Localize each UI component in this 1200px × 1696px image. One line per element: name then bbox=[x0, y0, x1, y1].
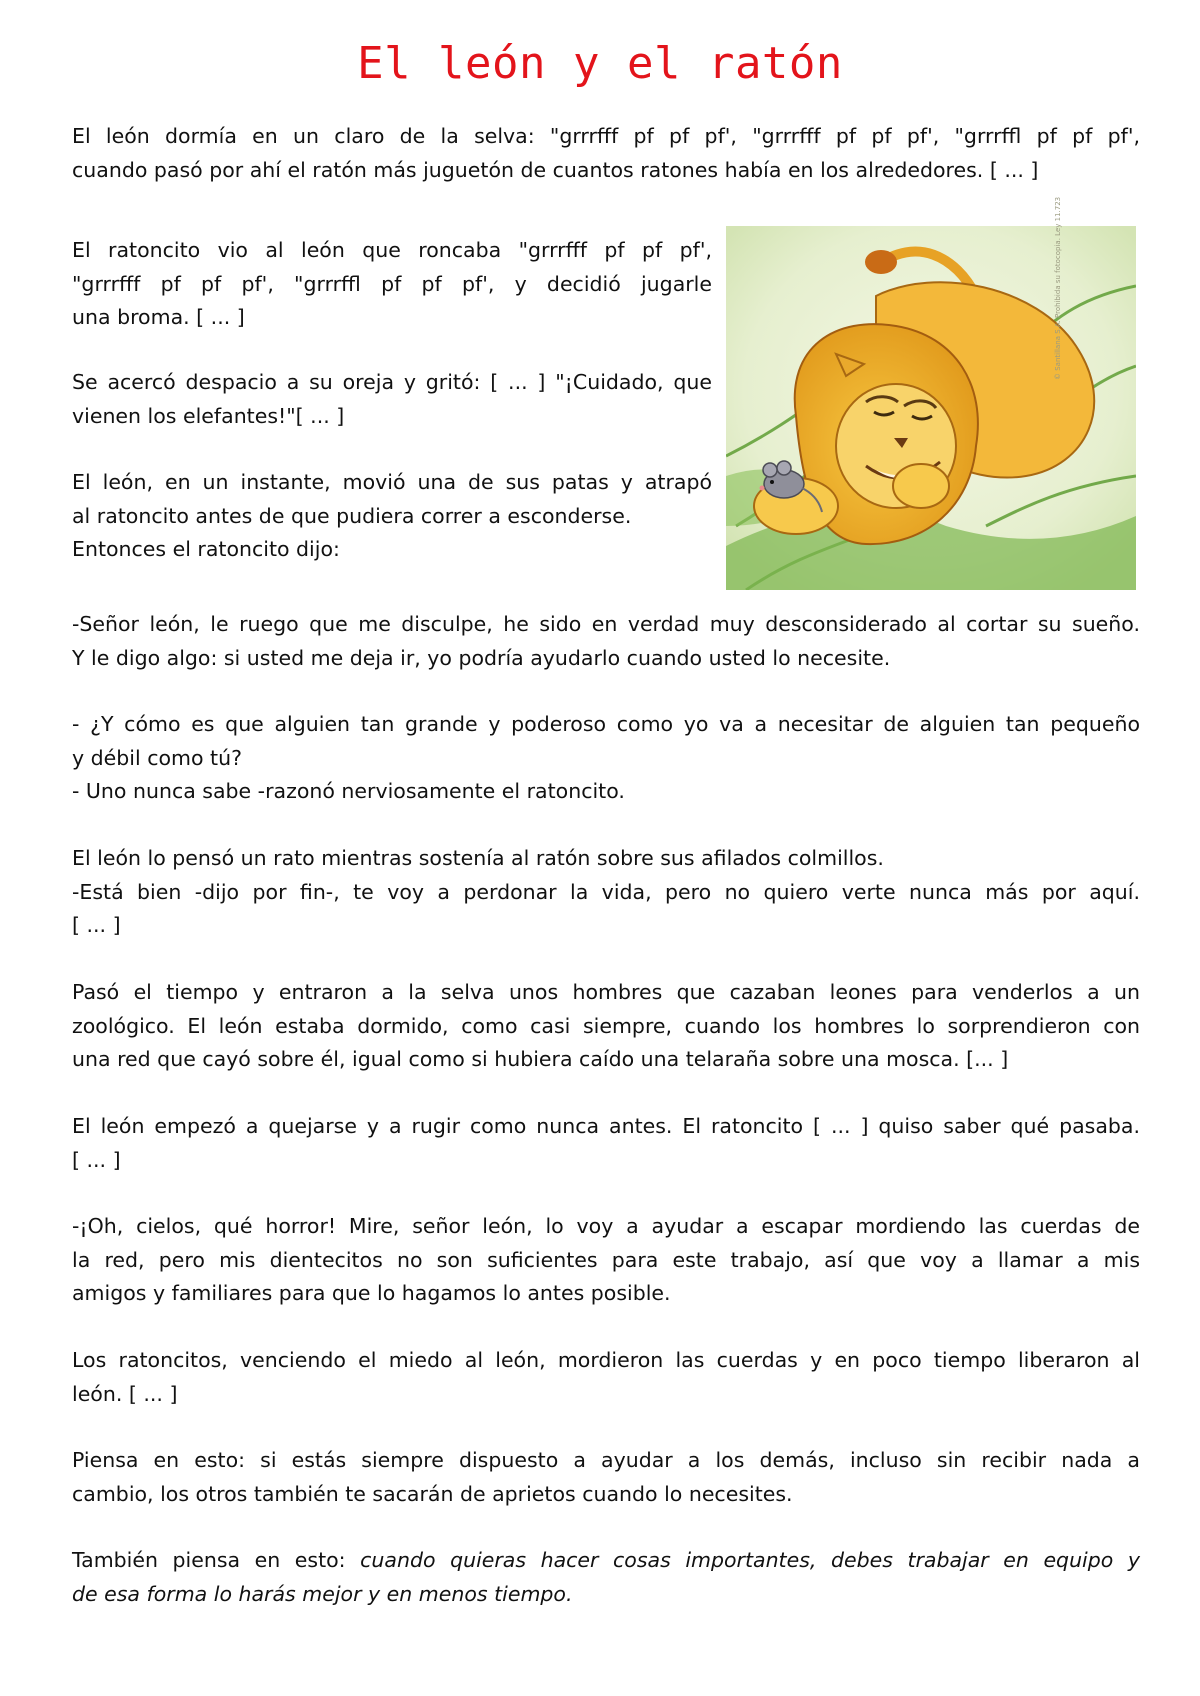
story-title: El león y el ratón bbox=[357, 38, 843, 89]
text-line: El león empezó a quejarse y a rugir como nunca antes. El ratoncito [ ... ] quiso saber qué pasaba. bbox=[72, 1114, 1140, 1138]
text-line: amigos y familiares para que lo hagamos lo antes posible. bbox=[72, 1281, 671, 1305]
text-line: El león lo pensó un rato mientras sostenía al ratón sobre sus afilados colmillos. bbox=[72, 846, 884, 870]
text-line: -Está bien -dijo por fin-, te voy a perdonar la vida, pero no quiero verte nunca más por aquí. bbox=[72, 879, 1140, 904]
text-line: "grrrfff pf pf pf', "grrrffl pf pf pf', y decidió jugarle bbox=[72, 271, 712, 296]
text-line bbox=[72, 1544, 1140, 1578]
paragraph-4 bbox=[72, 466, 712, 567]
paragraph-12 bbox=[72, 1444, 1140, 1511]
text-line: zoológico. El león estaba dormido, como casi siempre, cuando los hombres lo sorprendieron con bbox=[72, 1013, 1140, 1038]
text-line: la red, pero mis dientecitos no son suficientes para este trabajo, así que voy a llamar a mis bbox=[72, 1247, 1140, 1272]
paragraph-13 bbox=[72, 1544, 1140, 1611]
text-line: - ¿Y cómo es que alguien tan grande y poderoso como yo va a necesitar de alguien tan pequeño bbox=[72, 712, 1140, 736]
paragraph-5 bbox=[72, 608, 1140, 675]
text-line: cambio, los otros también te sacarán de aprietos cuando lo necesites. bbox=[72, 1481, 793, 1506]
copyright-notice: © Santillana S.A. Prohibida su fotocopia. Ley 11.723 bbox=[1054, 196, 1062, 380]
text-line: Pasó el tiempo y entraron a la selva unos hombres que cazaban leones para venderlos a un bbox=[72, 980, 1140, 1004]
text-line: y débil como tú? bbox=[72, 745, 242, 770]
text-line: una broma. [ ... ] bbox=[72, 305, 245, 329]
lion-and-mouse-icon bbox=[726, 226, 1136, 590]
paragraph-10 bbox=[72, 1210, 1140, 1311]
text-line: [ ... ] bbox=[72, 913, 121, 937]
paragraph-11 bbox=[72, 1344, 1140, 1411]
text-line: Entonces el ratoncito dijo: bbox=[72, 537, 340, 561]
text-line: al ratoncito antes de que pudiera correr a esconderse. bbox=[72, 503, 632, 528]
text-line: Los ratoncitos, venciendo el miedo al león, mordieron las cuerdas y en poco tiempo liberaron al bbox=[72, 1348, 1140, 1372]
text-line: vienen los elefantes!"[ ... ] bbox=[72, 403, 345, 428]
text-line: Se acercó despacio a su oreja y gritó: [ ... ] "¡Cuidado, que bbox=[72, 370, 712, 394]
text-line: cuando pasó por ahí el ratón más juguetón de cuantos ratones había en los alrededores. [ ... ] bbox=[72, 157, 1039, 182]
text-line: [ ... ] bbox=[72, 1147, 121, 1172]
lion-and-mouse-illustration bbox=[726, 226, 1136, 590]
paragraph-9 bbox=[72, 1110, 1140, 1177]
paragraph-8 bbox=[72, 976, 1140, 1077]
paragraph-2 bbox=[72, 234, 712, 335]
text-line: El ratoncito vio al león que roncaba "grrrfff pf pf pf', bbox=[72, 238, 712, 262]
text-line: El león, en un instante, movió una de sus patas y atrapó bbox=[72, 470, 712, 494]
text-line: - Uno nunca sabe -razonó nerviosamente el ratoncito. bbox=[72, 779, 625, 803]
paragraph-3 bbox=[72, 366, 712, 433]
text-line: -Señor león, le ruego que me disculpe, he sido en verdad muy desconsiderado al cortar su sueño. bbox=[72, 612, 1140, 636]
text-line: una red que cayó sobre él, igual como si hubiera caído una telaraña sobre una mosca. [... ] bbox=[72, 1047, 1009, 1071]
moral-lead: También piensa en esto: bbox=[72, 1548, 361, 1572]
text-line: de esa forma lo harás mejor y en menos tiempo. bbox=[72, 1581, 573, 1606]
moral-italic: cuando quieras hacer cosas importantes, debes trabajar en equipo y bbox=[360, 1548, 1140, 1572]
text-line: Y le digo algo: si usted me deja ir, yo podría ayudarlo cuando usted lo necesite. bbox=[72, 645, 891, 670]
text-line: león. [ ... ] bbox=[72, 1381, 178, 1406]
paragraph-6 bbox=[72, 708, 1140, 809]
text-line: El león dormía en un claro de la selva: "grrrfff pf pf pf', "grrrfff pf pf pf', "grrrffl pf pf pf', bbox=[72, 124, 1140, 148]
text-line: Piensa en esto: si estás siempre dispuesto a ayudar a los demás, incluso sin recibir nada a bbox=[72, 1448, 1140, 1472]
paragraph-7 bbox=[72, 842, 1140, 943]
text-line: -¡Oh, cielos, qué horror! Mire, señor león, lo voy a ayudar a escapar mordiendo las cuerdas de bbox=[72, 1214, 1140, 1238]
paragraph-1 bbox=[72, 120, 1140, 187]
